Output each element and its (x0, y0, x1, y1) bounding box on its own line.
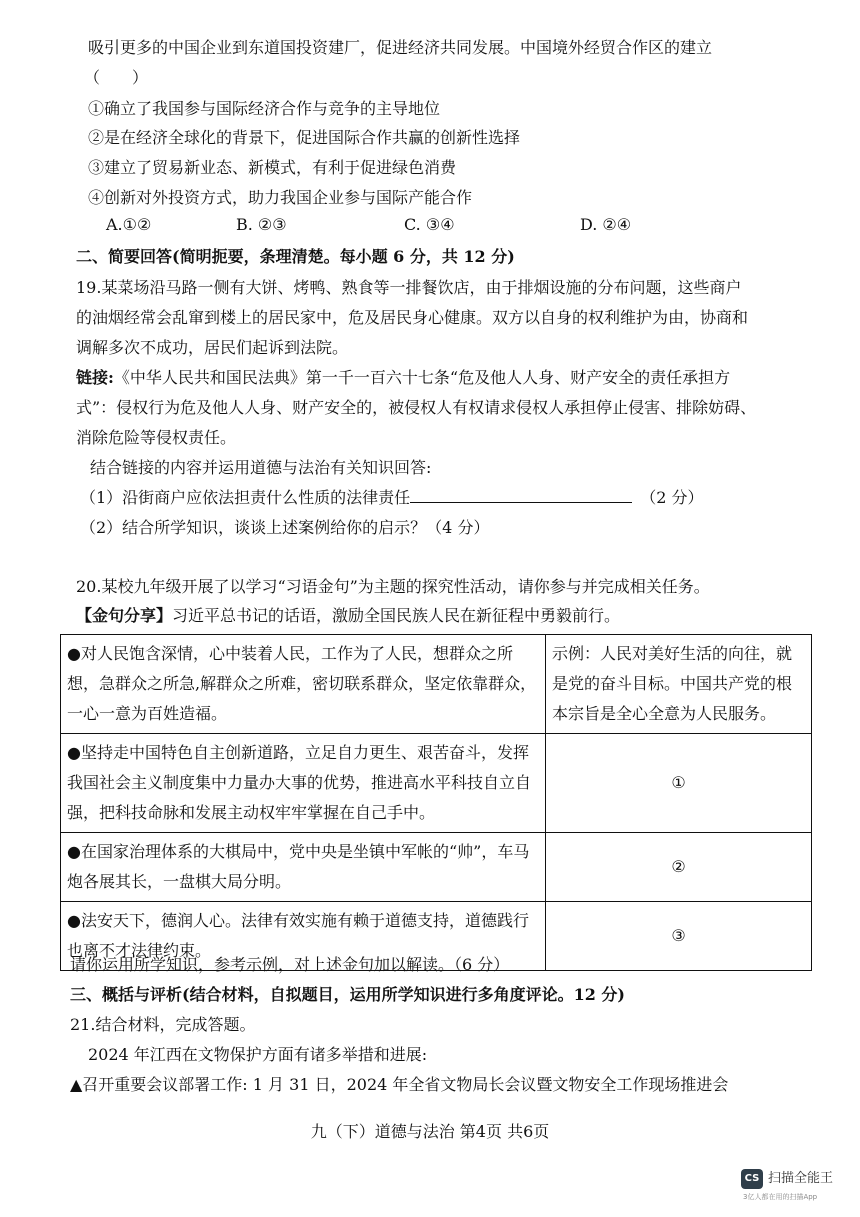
q19-link-line-2: 式”：侵权行为危及他人人身、财产安全的，被侵权人有权请求侵权人承担停止侵害、排除妨碍、 (76, 398, 757, 417)
q18-answer-bracket: （ ） (84, 68, 149, 87)
quote-row-3 (61, 833, 812, 902)
quotes-table (60, 634, 812, 971)
camscanner-logo-icon: CS (741, 1169, 763, 1189)
q19-sub-question-1 (80, 486, 703, 510)
q19-line-3: 调解多次不成功，居民们起诉到法院。 (76, 338, 349, 357)
q18-item-2: ②是在经济全球化的背景下，促进国际合作共赢的创新性选择 (88, 128, 521, 147)
q18-option-d: D. ②④ (580, 215, 632, 234)
q21-bullet: ▲召开重要会议部署工作: 1 月 31 日，2024 年全省文物局长会议暨文物安全工作现场推进会 (70, 1075, 729, 1094)
q19-line-2: 的油烟经常会乱窜到楼上的居民家中，危及居民身心健康。双方以自身的权利维护为由，协商和 (76, 308, 749, 327)
quote-cell: ●坚持走中国特色自主创新道路，立足自力更生、艰苦奋斗，发挥我国社会主义制度集中力量办大事的优势，推进高水平科技自立自强，把科技命脉和发展主动权牢牢掌握在自己手中。 (61, 734, 546, 833)
answer-cell-3[interactable]: ③ (546, 902, 812, 971)
quote-row-2 (61, 734, 812, 833)
share-label: 【金句分享】 (76, 606, 173, 625)
q19-instruction: 结合链接的内容并运用道德与法治有关知识回答: (90, 458, 432, 477)
scanner-watermark (741, 1167, 851, 1207)
sub-question-1-text: （1）沿街商户应依法担责什么性质的法律责任 (80, 488, 411, 507)
q21-lead: 2024 年江西在文物保护方面有诸多举措和进展: (88, 1045, 428, 1064)
answer-cell-1[interactable]: ① (546, 734, 812, 833)
answer-blank[interactable] (410, 486, 632, 503)
watermark-tagline: 3亿人都在用的扫描App (743, 1193, 818, 1201)
section-3-heading: 三、概括与评析(结合材料，自拟题目，运用所学知识进行多角度评论。12 分) (70, 985, 625, 1004)
q19-line-1: 19.某菜场沿马路一侧有大饼、烤鸭、熟食等一排餐饮店，由于排烟设施的分布问题，这些商户 (76, 278, 742, 297)
q18-option-b: B. ②③ (236, 215, 287, 234)
quote-cell: ●法安天下，德润人心。法律有效实施有赖于道德支持，道德践行也离不才法律约束。 (61, 902, 546, 971)
q18-item-3: ③建立了贸易新业态、新模式，有利于促进绿色消费 (88, 158, 457, 177)
q20-share (76, 604, 620, 628)
q18-option-c: C. ③④ (404, 215, 455, 234)
link-label: 链接: (76, 368, 114, 387)
q19-link-line-3: 消除危险等侵权责任。 (76, 428, 237, 447)
q18-option-a: A.①② (106, 215, 152, 234)
q18-options (88, 215, 788, 239)
q18-stem: 吸引更多的中国企业到东道国投资建厂，促进经济共同发展。中国境外经贸合作区的建立 (88, 38, 713, 57)
quote-row-1 (61, 635, 812, 734)
quote-cell: ●在国家治理体系的大棋局中，党中央是坐镇中军帐的“帅”，车马炮各展其长，一盘棋大局分明。 (61, 833, 546, 902)
share-text: 习近平总书记的话语，激励全国民族人民在新征程中勇毅前行。 (172, 606, 621, 625)
answer-cell-2[interactable]: ② (546, 833, 812, 902)
q18-item-1: ①确立了我国参与国际经济合作与竞争的主导地位 (88, 99, 441, 118)
sub-question-1-score: （2 分） (640, 488, 704, 507)
q21-title: 21.结合材料，完成答题。 (70, 1015, 256, 1034)
page-footer: 九（下）道德与法治 第4页 共6页 (310, 1122, 550, 1141)
q20-intro: 20.某校九年级开展了以学习“习语金句”为主题的探究性活动，请你参与并完成相关任务。 (76, 577, 710, 596)
q19-link-line-1 (76, 366, 730, 390)
watermark-name: 扫描全能王 (768, 1171, 834, 1186)
q20-instruction: 请你运用所学知识，参考示例，对上述金句加以解读。（6 分） (70, 955, 510, 974)
section-2-heading: 二、简要回答(简明扼要，条理清楚。每小题 6 分，共 12 分) (76, 247, 515, 266)
q19-sub-question-2: （2）结合所学知识，谈谈上述案例给你的启示？（4 分） (80, 518, 490, 537)
q18-item-4: ④创新对外投资方式，助力我国企业参与国际产能合作 (88, 188, 473, 207)
link-text: 《中华人民共和国民法典》第一千一百六十七条“危及他人人身、财产安全的责任承担方 (113, 368, 731, 387)
quote-cell: ●对人民饱含深情，心中装着人民，工作为了人民，想群众之所想，急群众之所急,解群众之所难，密切联系群众，坚定依靠群众，一心一意为百姓造福。 (61, 635, 546, 734)
example-cell: 示例：人民对美好生活的向往，就是党的奋斗目标。中国共产党的根本宗旨是全心全意为人民服务。 (546, 635, 812, 734)
